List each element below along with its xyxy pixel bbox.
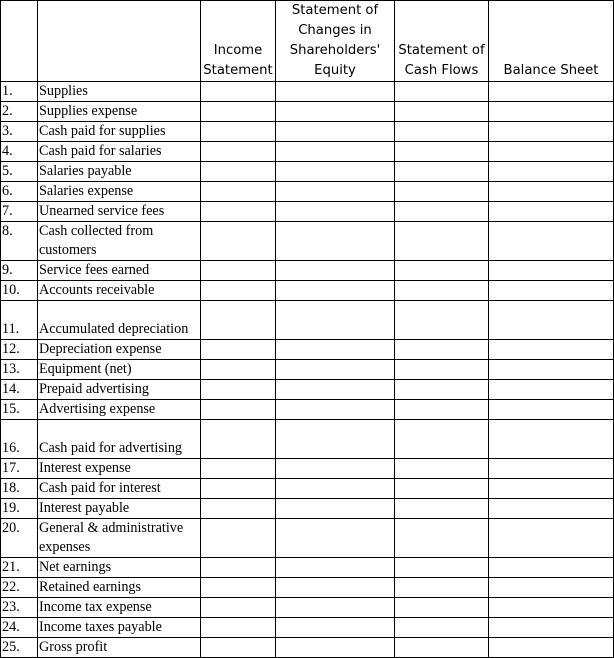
row-label: Cash paid for advertising [38,420,201,459]
cell-balance-sheet [489,182,614,202]
cell-balance-sheet [489,301,614,340]
table-row [1,281,614,301]
cell-balance-sheet [489,638,614,658]
row-number: 14. [1,380,38,400]
row-label: Interest payable [38,499,201,519]
table-row [1,102,614,122]
cell-balance-sheet [489,340,614,360]
cell-balance-sheet [489,82,614,102]
cell-cash-flows [395,182,489,202]
row-number: 11. [1,301,38,340]
row-number: 3. [1,122,38,142]
cell-income-statement [201,340,276,360]
row-label: Gross profit [38,638,201,658]
row-number: 1. [1,82,38,102]
row-label: Net earnings [38,558,201,578]
row-number: 9. [1,261,38,281]
cell-cash-flows [395,162,489,182]
cell-cash-flows [395,558,489,578]
cell-cash-flows [395,459,489,479]
cell-changes-in-equity [276,162,395,182]
cell-balance-sheet [489,122,614,142]
cell-changes-in-equity [276,182,395,202]
cell-balance-sheet [489,162,614,182]
cell-income-statement [201,400,276,420]
cell-cash-flows [395,102,489,122]
row-number: 10. [1,281,38,301]
cell-income-statement [201,638,276,658]
cell-changes-in-equity [276,281,395,301]
table-row [1,122,614,142]
table-row [1,380,614,400]
cell-changes-in-equity [276,82,395,102]
cell-changes-in-equity [276,578,395,598]
table-row [1,261,614,281]
cell-changes-in-equity [276,340,395,360]
row-number: 24. [1,618,38,638]
cell-changes-in-equity [276,380,395,400]
cell-income-statement [201,82,276,102]
cell-changes-in-equity [276,618,395,638]
cell-changes-in-equity [276,400,395,420]
row-label: Income tax expense [38,598,201,618]
cell-changes-in-equity [276,479,395,499]
table-row [1,459,614,479]
row-label: Advertising expense [38,400,201,420]
header-changes-in-equity: Statement of Changes in Shareholders' Equity [276,1,395,82]
row-label: Service fees earned [38,261,201,281]
cell-changes-in-equity [276,558,395,578]
cell-balance-sheet [489,578,614,598]
cell-cash-flows [395,122,489,142]
header-number [1,1,38,82]
cell-cash-flows [395,360,489,380]
row-number: 25. [1,638,38,658]
table-row [1,499,614,519]
row-number: 23. [1,598,38,618]
row-label: Depreciation expense [38,340,201,360]
cell-changes-in-equity [276,122,395,142]
table-row [1,400,614,420]
cell-income-statement [201,281,276,301]
cell-balance-sheet [489,618,614,638]
table-row [1,340,614,360]
cell-income-statement [201,182,276,202]
cell-income-statement [201,558,276,578]
cell-changes-in-equity [276,638,395,658]
cell-balance-sheet [489,142,614,162]
cell-income-statement [201,142,276,162]
row-number: 6. [1,182,38,202]
cell-cash-flows [395,479,489,499]
cell-cash-flows [395,142,489,162]
row-number: 20. [1,519,38,558]
row-number: 16. [1,420,38,459]
table-row [1,638,614,658]
header-cash-flows: Statement of Cash Flows [395,1,489,82]
row-number: 4. [1,142,38,162]
cell-income-statement [201,459,276,479]
cell-income-statement [201,122,276,142]
cell-income-statement [201,479,276,499]
cell-balance-sheet [489,281,614,301]
cell-income-statement [201,618,276,638]
row-label: Cash paid for interest [38,479,201,499]
cell-income-statement [201,102,276,122]
cell-balance-sheet [489,558,614,578]
cell-income-statement [201,499,276,519]
cell-income-statement [201,380,276,400]
row-label: Interest expense [38,459,201,479]
cell-balance-sheet [489,499,614,519]
row-number: 22. [1,578,38,598]
cell-cash-flows [395,638,489,658]
cell-cash-flows [395,380,489,400]
cell-income-statement [201,261,276,281]
row-number: 13. [1,360,38,380]
cell-changes-in-equity [276,519,395,558]
table-row [1,182,614,202]
cell-changes-in-equity [276,598,395,618]
cell-changes-in-equity [276,202,395,222]
cell-changes-in-equity [276,420,395,459]
cell-cash-flows [395,578,489,598]
row-label: Supplies [38,82,201,102]
cell-income-statement [201,578,276,598]
row-label: Salaries expense [38,182,201,202]
table-row [1,301,614,340]
cell-balance-sheet [489,598,614,618]
cell-cash-flows [395,598,489,618]
row-label: General & administrative expenses [38,519,201,558]
cell-income-statement [201,162,276,182]
cell-income-statement [201,222,276,261]
table-row [1,142,614,162]
cell-balance-sheet [489,400,614,420]
cell-changes-in-equity [276,301,395,340]
cell-cash-flows [395,222,489,261]
header-balance-sheet: Balance Sheet [489,1,614,82]
table-row [1,479,614,499]
row-label: Unearned service fees [38,202,201,222]
row-number: 7. [1,202,38,222]
table-row [1,558,614,578]
cell-income-statement [201,519,276,558]
row-number: 18. [1,479,38,499]
cell-balance-sheet [489,519,614,558]
table-row [1,222,614,261]
cell-changes-in-equity [276,459,395,479]
row-label: Income taxes payable [38,618,201,638]
cell-changes-in-equity [276,360,395,380]
cell-changes-in-equity [276,222,395,261]
header-row [1,1,614,82]
cell-balance-sheet [489,479,614,499]
row-number: 12. [1,340,38,360]
row-number: 21. [1,558,38,578]
table-row [1,519,614,558]
table-row [1,202,614,222]
cell-balance-sheet [489,202,614,222]
cell-balance-sheet [489,459,614,479]
row-number: 8. [1,222,38,261]
table-row [1,82,614,102]
cell-cash-flows [395,499,489,519]
cell-income-statement [201,360,276,380]
cell-cash-flows [395,281,489,301]
row-label: Prepaid advertising [38,380,201,400]
row-label: Salaries payable [38,162,201,182]
row-number: 5. [1,162,38,182]
header-income-statement: Income Statement [201,1,276,82]
cell-cash-flows [395,261,489,281]
table-row [1,578,614,598]
row-label: Cash collected from customers [38,222,201,261]
cell-cash-flows [395,340,489,360]
row-label: Accumulated depreciation [38,301,201,340]
table-row [1,162,614,182]
cell-changes-in-equity [276,142,395,162]
row-number: 19. [1,499,38,519]
row-number: 2. [1,102,38,122]
cell-cash-flows [395,301,489,340]
cell-cash-flows [395,82,489,102]
cell-income-statement [201,420,276,459]
cell-cash-flows [395,400,489,420]
table-row [1,360,614,380]
cell-changes-in-equity [276,261,395,281]
cell-cash-flows [395,420,489,459]
header-item [38,1,201,82]
cell-balance-sheet [489,380,614,400]
cell-balance-sheet [489,420,614,459]
cell-cash-flows [395,202,489,222]
cell-income-statement [201,202,276,222]
cell-balance-sheet [489,222,614,261]
cell-changes-in-equity [276,499,395,519]
row-label: Cash paid for supplies [38,122,201,142]
cell-income-statement [201,598,276,618]
cell-changes-in-equity [276,102,395,122]
table-row [1,598,614,618]
row-number: 17. [1,459,38,479]
cell-income-statement [201,301,276,340]
table-row [1,618,614,638]
table-row [1,420,614,459]
cell-cash-flows [395,618,489,638]
row-label: Supplies expense [38,102,201,122]
row-label: Cash paid for salaries [38,142,201,162]
row-label: Equipment (net) [38,360,201,380]
cell-balance-sheet [489,261,614,281]
cell-balance-sheet [489,360,614,380]
row-label: Retained earnings [38,578,201,598]
cell-balance-sheet [489,102,614,122]
row-label: Accounts receivable [38,281,201,301]
row-number: 15. [1,400,38,420]
cell-cash-flows [395,519,489,558]
